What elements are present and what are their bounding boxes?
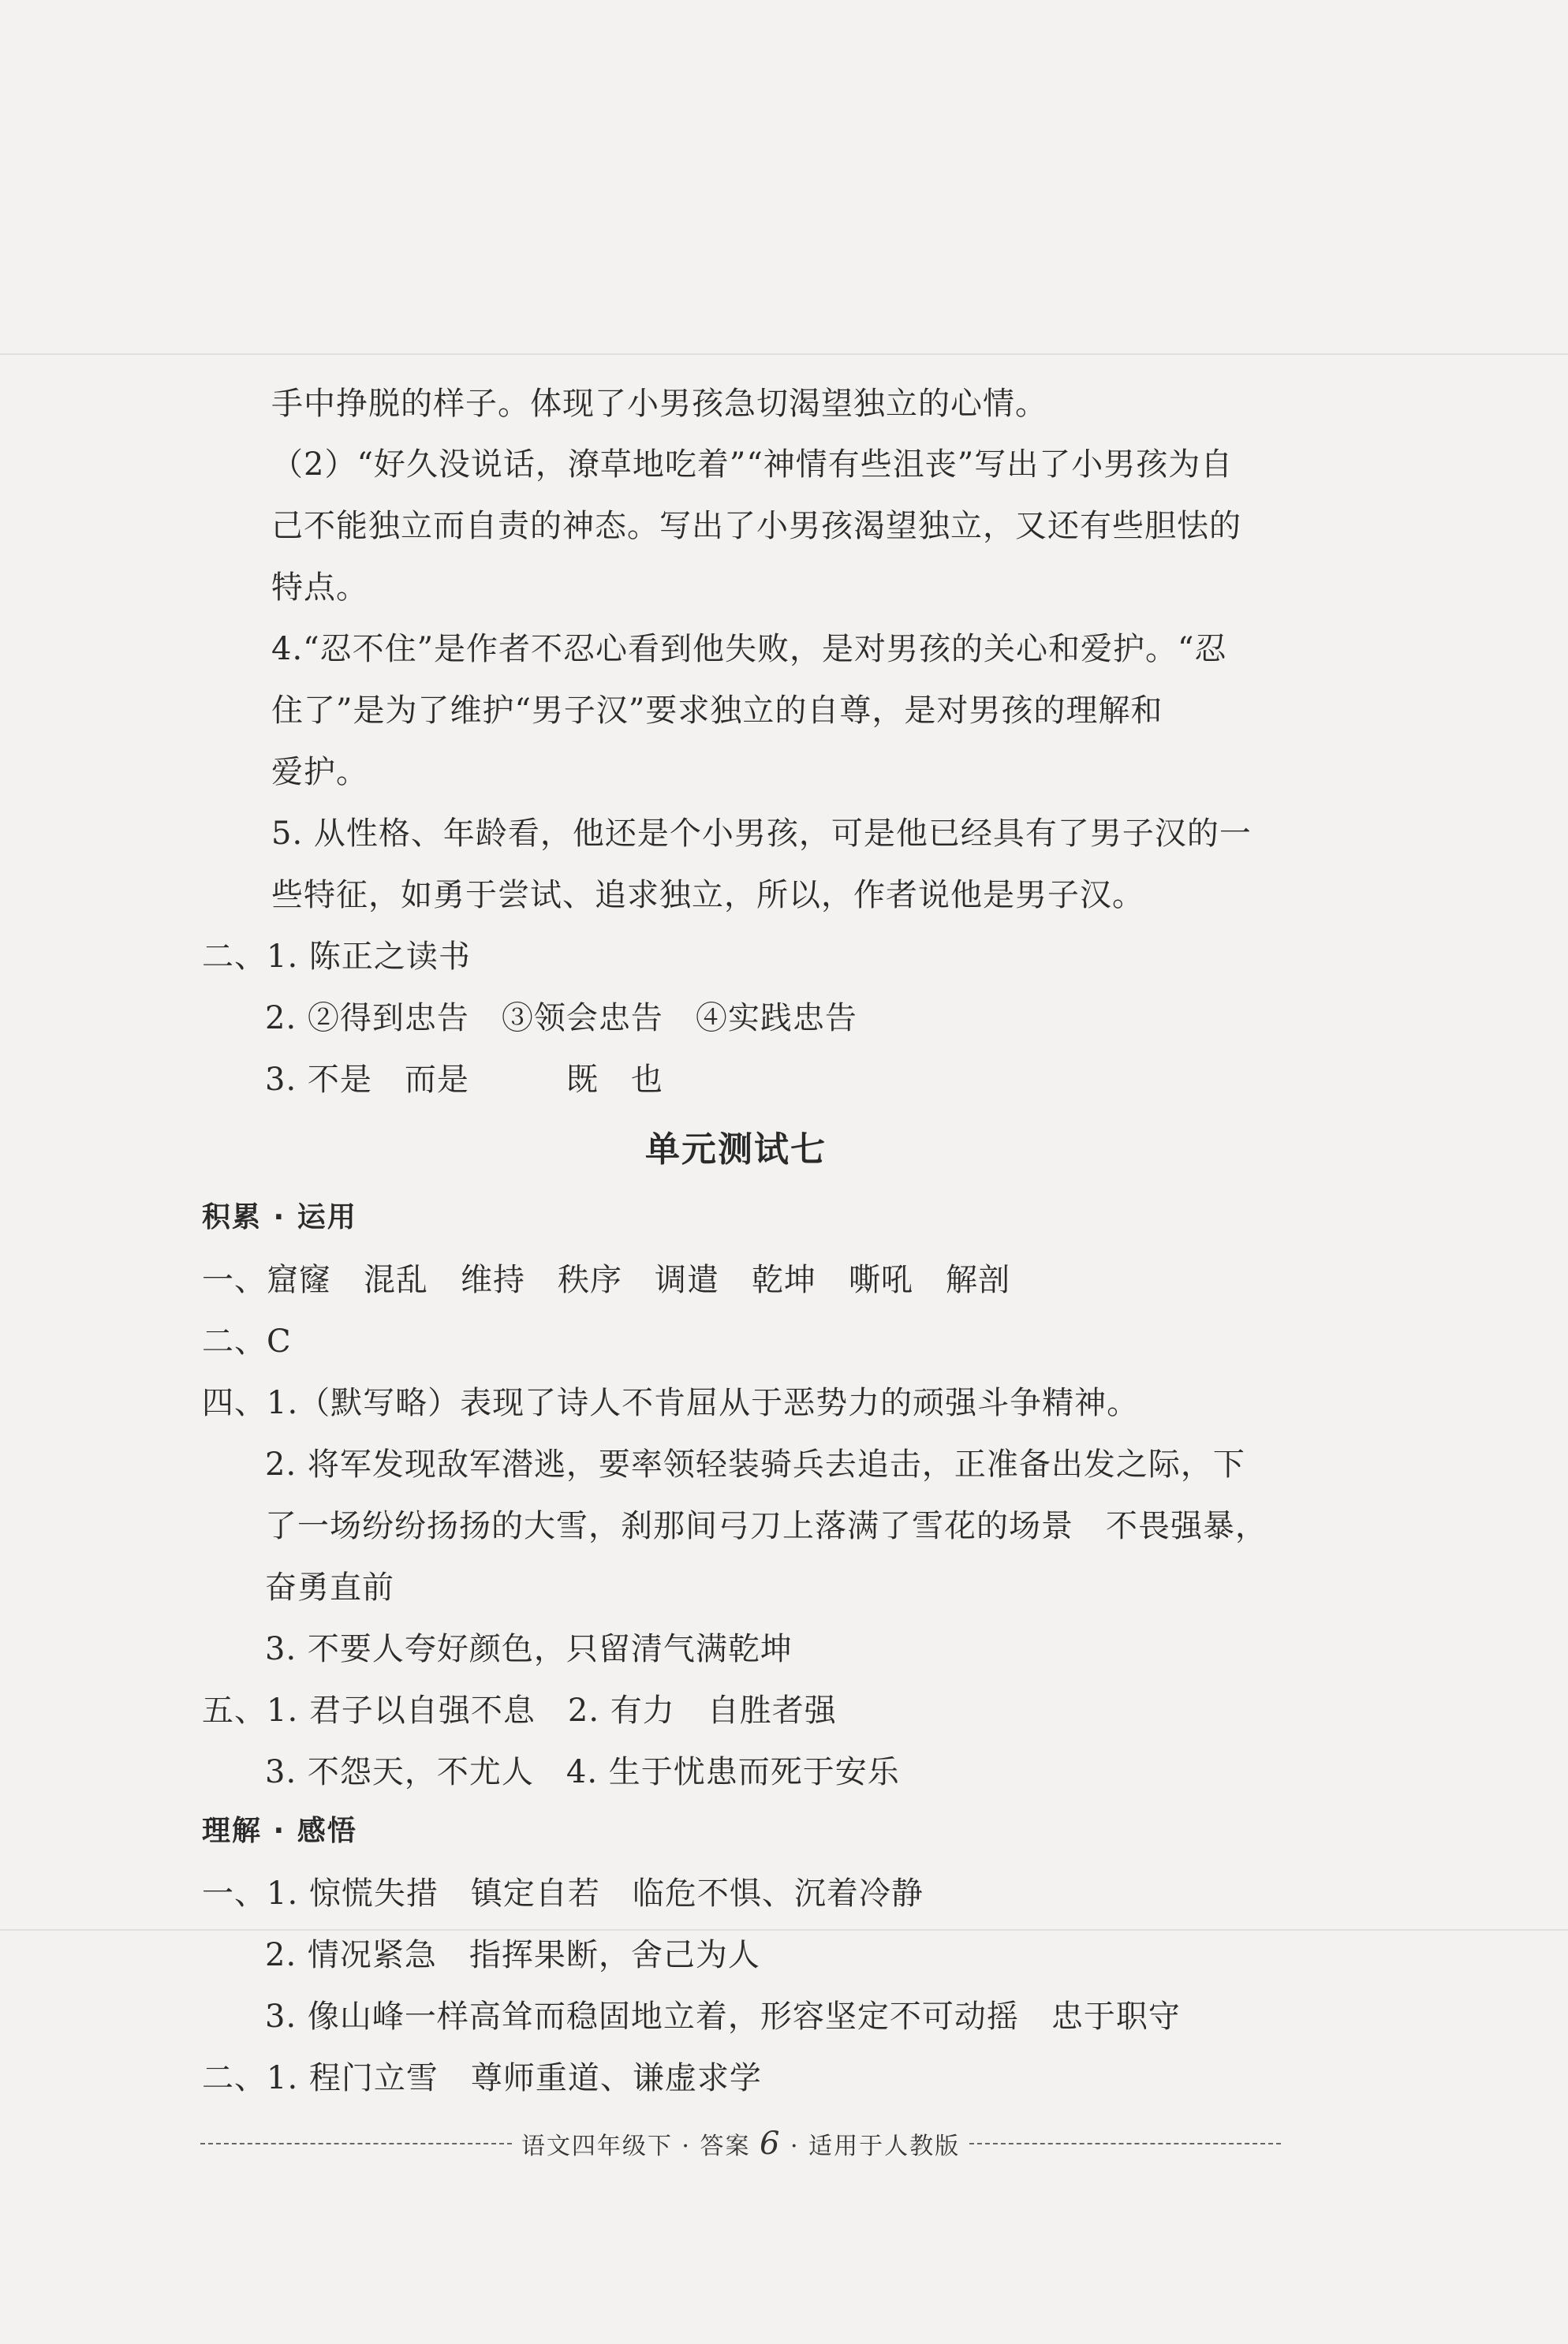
answer-line: （2）“好久没说话，潦草地吃着”“神情有些沮丧”写出了小男孩为自 xyxy=(271,446,1234,483)
answer-line: 2. 情况紧急 指挥果断，舍己为人 xyxy=(265,1937,760,1973)
answer-line: 些特征，如勇于尝试、追求独立，所以，作者说他是男子汉。 xyxy=(271,877,1144,913)
footer-subject: 语文四年级下 · 答案 xyxy=(521,2133,760,2160)
page-fold-line xyxy=(0,353,1568,355)
answer-line: 5. 从性格、年龄看，他还是个小男孩，可是他已经具有了男子汉的一 xyxy=(271,816,1252,852)
unit-title: 单元测试七 xyxy=(645,1129,827,1170)
footer-label xyxy=(512,2126,969,2162)
answer-line: 二、C xyxy=(202,1323,292,1360)
answer-line: 手中挣脱的样子。体现了小男孩急切渴望独立的心情。 xyxy=(271,386,1047,422)
answer-line: 己不能独立而自责的神态。写出了小男孩渴望独立，又还有些胆怯的 xyxy=(271,508,1241,544)
footer-edition: · 适用于人教版 xyxy=(781,2133,961,2160)
answer-line: 特点。 xyxy=(271,569,368,606)
answer-line: 住了”是为了维护“男子汉”要求独立的自尊，是对男孩的理解和 xyxy=(271,692,1163,729)
answer-line: 了一场纷纷扬扬的大雪，刹那间弓刀上落满了雪花的场景 不畏强暴， xyxy=(265,1508,1267,1544)
footer-dashes-left xyxy=(200,2143,512,2144)
page-fold-line xyxy=(0,1929,1568,1931)
answer-line: 4.“忍不住”是作者不忍心看到他失败，是对男孩的关心和爱护。“忍 xyxy=(271,631,1227,667)
answer-line: 2. 将军发现敌军潜逃，要率领轻装骑兵去追击，正准备出发之际，下 xyxy=(265,1446,1245,1483)
answer-line: 五、1. 君子以自强不息 2. 有力 自胜者强 xyxy=(202,1693,837,1729)
answer-line: 奋勇直前 xyxy=(265,1570,394,1606)
section-title: 理解 · 感悟 xyxy=(202,1815,357,1847)
answer-line: 2. ②得到忠告 ③领会忠告 ④实践忠告 xyxy=(265,1000,857,1036)
answer-line: 二、1. 程门立雪 尊师重道、谦虚求学 xyxy=(202,2060,762,2096)
answer-line: 一、窟窿 混乱 维持 秩序 调遣 乾坤 嘶吼 解剖 xyxy=(202,1262,1010,1298)
answer-line: 3. 像山峰一样高耸而稳固地立着，形容坚定不可动摇 忠于职守 xyxy=(265,1999,1181,2035)
page-footer xyxy=(200,2126,1281,2162)
answer-line: 3. 不怨天，不尤人 4. 生于忧患而死于安乐 xyxy=(265,1754,900,1790)
footer-dashes-right xyxy=(969,2143,1281,2144)
page-number: 6 xyxy=(760,2126,782,2162)
answer-line: 爱护。 xyxy=(271,754,368,790)
answer-line: 3. 不要人夸好颜色，只留清气满乾坤 xyxy=(265,1631,793,1667)
answer-line: 一、1. 惊慌失措 镇定自若 临危不惧、沉着冷静 xyxy=(202,1876,924,1912)
answer-line: 四、1.（默写略）表现了诗人不肯屈从于恶势力的顽强斗争精神。 xyxy=(202,1385,1140,1421)
section-title: 积累 · 运用 xyxy=(202,1201,357,1234)
answer-line: 3. 不是 而是 既 也 xyxy=(265,1062,663,1098)
answer-line: 二、1. 陈正之读书 xyxy=(202,939,471,975)
